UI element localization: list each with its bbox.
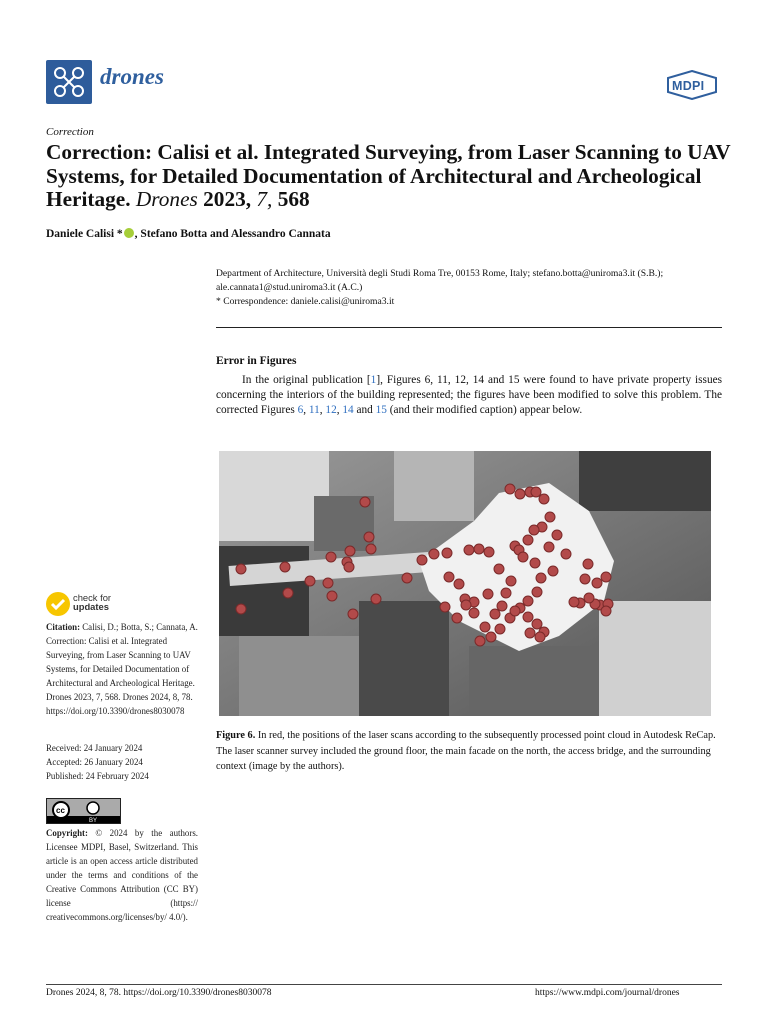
- scan-position-marker: [360, 497, 370, 507]
- authors: [46, 228, 331, 240]
- title-volume: 7,: [256, 187, 273, 211]
- scan-position-marker: [464, 545, 474, 555]
- para-text: In the original publication [: [242, 374, 371, 386]
- scan-position-marker: [523, 535, 533, 545]
- scan-position-marker: [454, 579, 464, 589]
- figure-link-14[interactable]: 14: [342, 404, 354, 417]
- scan-position-marker: [525, 628, 535, 638]
- correspondence: * Correspondence: daniele.calisi@uniroma3.it: [216, 296, 395, 307]
- figure-link-11[interactable]: 11: [308, 404, 320, 417]
- cc-by-label: BY: [89, 818, 98, 823]
- scan-position-marker: [475, 636, 485, 646]
- scan-position-marker: [584, 593, 594, 603]
- body-paragraph: [216, 373, 722, 419]
- scan-position-marker: [532, 619, 542, 629]
- affiliation-line-1: Department of Architecture, Università degli Studi Roma Tre, 00153 Rome, Italy; stefano.botta@uniroma3.it (S.B.);: [216, 268, 664, 279]
- author-calisi[interactable]: Daniele Calisi *: [46, 228, 123, 240]
- scan-position-marker: [501, 588, 511, 598]
- scan-position-marker: [592, 578, 602, 588]
- scan-position-marker: [348, 609, 358, 619]
- scan-position-marker: [440, 602, 450, 612]
- scan-position-marker: [601, 572, 611, 582]
- scan-position-marker: [497, 601, 507, 611]
- title-main: Correction: Calisi et al. Integrated Surveying, from Laser Scanning to UAV Systems, for Detailed Documentation of Architectural and Archeological Heritage.: [46, 140, 731, 211]
- orcid-icon[interactable]: [124, 228, 134, 238]
- title-page: 568: [277, 187, 310, 211]
- scan-position-marker: [544, 542, 554, 552]
- scan-position-marker: [601, 606, 611, 616]
- copyright-text: © 2024 by the authors. Licensee MDPI, Basel, Switzerland. This article is an open access article distributed under the terms and conditions of the Creative Commons Attribution (CC BY) license (https:// creativecommons.org/licenses/by/ 4.0/).: [46, 828, 198, 922]
- scan-position-marker: [486, 632, 496, 642]
- scan-position-marker: [545, 512, 555, 522]
- footer-divider: [46, 984, 722, 985]
- scan-position-marker: [583, 559, 593, 569]
- affiliation-line-2: ale.cannata1@stud.uniroma3.it (A.C.): [216, 282, 363, 293]
- scan-position-marker: [452, 613, 462, 623]
- scan-position-marker: [323, 578, 333, 588]
- scan-position-marker: [429, 549, 439, 559]
- section-heading: Error in Figures: [216, 355, 297, 367]
- scan-position-marker: [483, 589, 493, 599]
- scan-position-marker: [327, 591, 337, 601]
- scan-position-marker: [552, 530, 562, 540]
- publisher-name[interactable]: MDPI: [672, 79, 705, 93]
- check-line-2: updates: [73, 601, 109, 612]
- caption-label: Figure 6.: [216, 730, 256, 741]
- scan-position-marker: [580, 574, 590, 584]
- scan-position-marker: [366, 544, 376, 554]
- para-sep: and: [353, 404, 376, 417]
- scan-position-marker: [364, 532, 374, 542]
- figure-link-12[interactable]: 12: [325, 404, 337, 417]
- scan-position-marker: [536, 573, 546, 583]
- scan-position-marker: [474, 544, 484, 554]
- scan-position-marker: [529, 525, 539, 535]
- affiliations: [216, 267, 726, 309]
- scan-position-marker: [532, 587, 542, 597]
- scan-position-marker: [305, 576, 315, 586]
- published-date: Published: 24 February 2024: [46, 771, 149, 781]
- scan-position-marker: [490, 609, 500, 619]
- para-text: (and their modified caption) appear below.: [386, 404, 583, 417]
- scan-position-marker: [484, 547, 494, 557]
- para-sep: ,: [319, 404, 326, 417]
- copyright-block: [46, 826, 198, 924]
- scan-position-marker: [326, 552, 336, 562]
- scan-position-marker: [461, 600, 471, 610]
- figure-link-6[interactable]: 6: [297, 404, 304, 417]
- divider: [216, 327, 722, 328]
- journal-name[interactable]: drones: [100, 64, 164, 89]
- article-title: [46, 141, 736, 212]
- caption-text: In red, the positions of the laser scans according to the subsequently processed point cloud in Autodesk ReCap. The laser scanner survey included the ground floor, the main facade on the north, the access bridge, and the surrounding context (image by the authors).: [216, 730, 716, 772]
- scan-position-marker: [569, 597, 579, 607]
- reference-link[interactable]: 1: [370, 374, 377, 386]
- scan-position-marker: [236, 604, 246, 614]
- received-date: Received: 24 January 2024: [46, 743, 143, 753]
- footer-citation[interactable]: Drones 2024, 8, 78. https://doi.org/10.3390/drones8030078: [46, 988, 272, 998]
- scan-position-marker: [530, 558, 540, 568]
- copyright-label: Copyright:: [46, 828, 88, 838]
- title-year: 2023,: [203, 187, 252, 211]
- figure-caption: [216, 728, 722, 775]
- scan-position-marker: [283, 588, 293, 598]
- scan-position-marker: [561, 549, 571, 559]
- scan-position-marker: [495, 624, 505, 634]
- scan-position-marker: [469, 608, 479, 618]
- figure-link-15[interactable]: 15: [375, 404, 387, 417]
- scan-position-marker: [442, 548, 452, 558]
- cc-by-license-icon[interactable]: [46, 798, 121, 824]
- scan-position-marker: [480, 622, 490, 632]
- scan-position-marker: [280, 562, 290, 572]
- scan-position-marker: [417, 555, 427, 565]
- scan-position-marker: [505, 484, 515, 494]
- scan-position-marker: [510, 606, 520, 616]
- dates-block: [46, 741, 198, 783]
- para-sep: ,: [336, 404, 343, 417]
- title-journal: Drones: [135, 187, 198, 211]
- para-text: ], Figures 6, 11, 12, 14 and 15 were found to have private property issues concerning the interiors of the building represented; the figures have been modified to solve this problem. The corrected Figures: [216, 374, 723, 417]
- citation-label: Citation:: [46, 622, 81, 632]
- scan-position-marker: [515, 489, 525, 499]
- scan-position-marker: [506, 576, 516, 586]
- scan-position-marker: [444, 572, 454, 582]
- scan-position-marker: [371, 594, 381, 604]
- scan-position-marker: [523, 596, 533, 606]
- para-sep: ,: [303, 404, 309, 417]
- svg-text:cc: cc: [56, 806, 65, 815]
- scan-position-marker: [548, 566, 558, 576]
- scan-position-marker: [535, 632, 545, 642]
- scan-position-marker: [402, 573, 412, 583]
- check-line-1: check for: [73, 592, 112, 603]
- scan-position-marker: [539, 494, 549, 504]
- citation-block: [46, 620, 198, 718]
- scan-position-marker: [344, 562, 354, 572]
- authors-rest[interactable]: , Stefano Botta and Alessandro Cannata: [134, 228, 331, 240]
- scan-position-marker: [531, 487, 541, 497]
- scan-position-marker: [236, 564, 246, 574]
- check-for-updates-label[interactable]: [73, 593, 111, 611]
- scan-position-marker: [345, 546, 355, 556]
- scan-position-marker: [494, 564, 504, 574]
- journal-logo-icon: [46, 60, 92, 104]
- accepted-date: Accepted: 26 January 2024: [46, 757, 143, 767]
- figure-6-image: [219, 451, 711, 716]
- scan-position-marker: [518, 552, 528, 562]
- scan-position-marker: [523, 612, 533, 622]
- citation-text: Calisi, D.; Botta, S.; Cannata, A. Correction: Calisi et al. Integrated Surveying, from Laser Scanning to UAV Systems, for Detailed Documentation of Architectural and Archeological Heritage. Drones 2023, 7, 568. Drones 2024, 8, 78. https://doi.org/10.3390/drones8030078: [46, 622, 198, 716]
- footer-journal-url[interactable]: https://www.mdpi.com/journal/drones: [535, 988, 680, 998]
- article-type: Correction: [46, 126, 94, 138]
- check-for-updates-icon[interactable]: [46, 592, 70, 616]
